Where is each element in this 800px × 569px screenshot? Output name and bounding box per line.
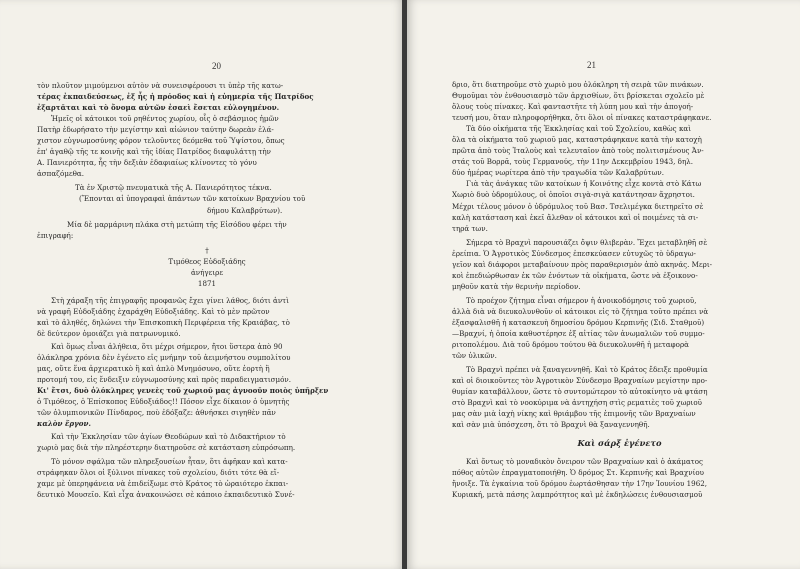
paragraph-mills [452,178,787,233]
paragraph-engraving-error [37,295,377,339]
inscription [37,245,377,289]
text-line: Στὴ χάραξη τῆς ἐπιγραφῆς προφανῶς ἔχει γίνει λάθος, διότι ἀντὶ [51,295,289,305]
text-line: τῶν ὀλυμπιονικῶν Πίνδαρος, ποὺ ἐδόξαζε: ἀθνήσκει σιγηθὲν πᾶν [37,408,276,418]
right-page [407,0,800,569]
text-line: Γιὰ τὰς ἀνάγκας τῶν κατοίκων ἡ Κοινότης εἶχε κοντὰ στὸ Κάτω [466,179,702,189]
text-line: Καὶ ὅμως εἶναι ἀλήθεια, ὅτι μέχρι σήμερον, ἤτοι ὕστερα ἀπὸ 90 [51,342,283,352]
paragraph-destruction [452,123,787,178]
text-line: στράφηκαν ὅλοι οἱ ξύλινοι πίνακες τοῦ σχολείου, διότι τότε θὰ εἴ- [37,467,280,477]
paragraph-today [452,237,787,292]
text-line: Τὸ μόνον σφάλμα τῶν πληρεξουσίων ἦταν, ὅτι ἀφῆκαν καὶ κατα- [51,456,288,466]
text-line: Τὸ Βραχνὶ πρέπει νὰ ξαναγεννηθῆ. Καὶ τὸ Κράτος ἔδειξε προθυμία [466,365,708,375]
paragraph-boards [452,79,787,123]
section-heading: Καὶ σάρξ ἐγένετο [577,438,662,449]
text-line: καὶ τὸ ἀληθές, δηλώνει τὴν Ἐπισκοπικὴ Περιφέρεια τῆς Κραιάβας, τὸ [37,317,290,327]
text-line: Τὰ δύο οἰκήματα τῆς Ἐκκλησίας καὶ τοῦ Σχολείου, καθὼς καὶ [466,124,692,134]
text-line: στὸ Βραχνὶ καὶ τὸ νοοκύριμα νὰ ἀντηχήση στὶς ρεματιὲς τοῦ χωριοῦ [452,398,702,408]
text-line: ἤνοιξε. Τὰ ἐγκαίνια τοῦ δρόμου ἑωρτάσθησαν τὴν 17ην Ἰουνίου 1962, [452,478,708,488]
paragraph-rebirth [452,364,787,430]
inscription-year: 1871 [197,278,217,288]
text-line: μας, οὔτε ἕνα ἀρχιερατικὸ ἢ καὶ ἁπλὸ Μνημόσυνο, οὔτε ἑορτὴ ἢ [37,364,270,374]
text-line: Καὶ ὄντως τὸ μοναδικὸν ὄνειρον τῶν Βραχναίων καὶ ὁ ἀκάματος [466,456,703,466]
text-line: προτομή του, εἰς ἔνδειξιν εὐγνωμοσύνης καὶ πρὸς παραδειγματισμόν. [37,375,292,385]
text-line: Κυριακή, μετὰ πάσης λαμπρότητος καὶ μὲ ἐκδηλώσεις ἐνθουσιασμοῦ [452,489,703,499]
text-line: ἀσπαζόμεθα. [37,169,85,179]
text-line: καλὸν ἔργον. [37,419,91,429]
text-line: Α. Πανιερότητα, ἧς τὴν δεξιὰν ἐδαφιαίως κλίνοντες τὸ γόνυ [37,158,257,168]
text-line: ριτοπολέμου. Διὰ τοῦ δρόμου τούτου θὰ διευκολυνθῆ ἡ μεταφορὰ [452,340,689,350]
paragraph-intro [37,80,377,113]
text-line: ἀλλὰ διὰ νὰ διευκολυνθοῦν οἱ κάτοικοι εἰς τὸ ζήτημα τοῦτο πρέπει νὰ [452,306,709,316]
text-line: ἐπιγραφή: [37,230,74,240]
page-number-right: 21 [587,60,596,70]
text-line: Ἡμεῖς οἱ κάτοικοι τοῦ ρηθέντος χωρίου, οἷς ὁ σεβάσμιος ἡμῶν [51,114,279,124]
text-line: γεῖον καὶ διάφοροι μεταβαίνουν πρὸς παραθερισμὸν ἀπὸ ακηνάς. Μερι- [452,259,713,269]
text-line: χιστον εὐγνωμοσύνης φόρον τελοῦντες δεόμεθα τοῦ Ὑψίστου, ὅπως [37,136,285,146]
text-line: Σήμερα τὸ Βραχνὶ παρουσιάζει ὄψιν θλιβερὰν. Ἔχει μεταβληθῆ σὲ [466,237,708,247]
text-line: θυμίαν καταβάλλουν, ὥστε τὸ συντομώτερον τὸ αὐτοκίνητο νὰ φτάση [452,387,708,397]
text-line: —Βραχνί, ἡ ὁποία καθυστέρησε ἐξ αἰτίας τῶν ἀνωμαλιῶν τοῦ συμμο- [452,329,705,339]
text-line: ὁ Τιμόθεος, ὁ Ἐπίσκοπος Εὐδοξιάδος!! Πόσον εἶχε δίκαιον ὁ ὑμνητὴς [37,397,290,407]
text-line: δευτικὸ Μουσεῖο. Καὶ εἶχα ἀνακοινώσει σὲ κάποιο ἐκπαιδευτικὸ Συνέ- [37,489,295,499]
text-line: Μία δὲ μαρμάρινη πλάκα στὴ μετώπη τῆς Εἰσόδου φέρει τὴν [67,219,287,229]
text-line: μηθοῦν κατὰ τὴν θερινὴν περίοδον. [452,281,581,291]
text-line: Θυμοῦμαι τὸν ἐνθουσιασμὸ τῶν ἀρχισθίων, ὅτι βρίσκεται σχολεῖο μὲ [452,91,705,101]
paragraph-plaque [37,219,377,241]
text-line: χωριὸ μας διὰ τὴν πληρέστερην διατηροῦσε σὲ κατάσταση εὐπρόσωπη. [37,443,296,453]
text-line: Χωριὸ δυὸ ὑδρομύλους, οἱ ὁποῖοι σιγὰ-σιγὰ κατάντησαν ἄχρηστοι. [452,190,695,200]
text-line: ὅλα τὰ οἰκήματα τοῦ χωριοῦ μας, καταστράφηκανε κατὰ τὴν κατοχὴ [452,135,702,145]
greeting [37,182,377,193]
text-line: πρῶτα ἀπὸ τοὺς Ἰταλοὺς καὶ τελευταῖον ἀπὸ τοὺς πολιτισμένους Ἀν- [452,146,704,156]
text-line: τέρας ἐκπαιδεύσεως, ἐξ ἧς ἡ πρόοδος καὶ ἡ εὐημερία τῆς Πατρίδος [37,92,314,102]
text-line: καὶ οἱ διοικοῦντες τὸν Ἀγροτικὸν Σύνδεσμο Βραχναίων μεγίστην προ- [452,376,708,386]
inscription-name: Τιμόθεος Εὐδοξιάδης [168,256,246,266]
paragraph-inauguration [452,456,787,500]
text-line: ἐξασφαλισθῆ ἡ κατασκευὴ δημοσίου δρόμου Κερπινῆς (Σιδ. Σταθμοῦ) [452,317,705,327]
text-line: ἐξαρτᾶται καὶ τὸ ὄνομα αὐτῶν ἐσαεὶ ἔσεται εὐλογημένον. [37,103,280,113]
text-line: τῶν ὑλικῶν. [452,351,497,361]
text-line: ἐπ' ἀγαθῷ τῆς τε κοινῆς καὶ τῆς ἰδίας Πατρίδος διαφυλάττῃ τὴν [37,147,271,157]
text-line: πόθος αὐτῶν ἐπραγματοποιήθη. Ὁ δρόμος Στ. Κερπινῆς καὶ Βραχνίου [452,467,705,477]
text-line: δύο ἡμέρας νωρίτερα ἀπὸ τὴν τραγωδία τῶν Καλαβρύτων. [452,168,664,178]
text-line: Μέχρι τέλους μόνον ὁ ὑδρόμυλος τοῦ Βασ. Τσελιμέγκα διετηρεῖτο σὲ [452,201,704,211]
text-line: στάς τοῦ Βορρᾶ, τοὺς Γερμανούς, τὴν 11ην Δεκεμβρίου 1943, δηλ. [452,157,694,167]
text-line: νὰ γραφῆ Εὐδοξιάδης ἐχαράχθη Εὐδοξιάδης. Καὶ τὸ μὲν πρῶτον [37,306,270,316]
text-line: δριο, ὅτι διατηροῦμε στὸ χωριὸ μου ὁλόκληρη τὴ σειρὰ τῶν πινάκων. [452,80,704,89]
text-line: ὅλους τοὺς πίνακες. Καὶ φανταστῆτε τὴ λύπη μου καὶ τὴν ἀπογοή- [452,102,694,112]
text-line: κοὶ ἐπεδιώρθωσαν ἐκ τῶν ἐνόντων τὰ οἰκήματα, ὥστε νὰ ἐξοικονο- [452,270,698,280]
signatures-note [37,193,377,215]
text-line: καλὴ κατάσταση καὶ ἐκεῖ ἄλεθαν οἱ κάτοικοι καὶ οἱ ποιμένες τὰ σι- [452,212,699,222]
inscription-verb: ἀνήγειρε [190,267,224,277]
right-page-body [452,79,787,500]
text-line: μας σὰν μιὰ ἰαχὴ νίκης καὶ θριάμβου τῆς ἐπιμονῆς τῶν Βραχναίων [452,409,696,419]
text-line: Πατὴρ ἐδωρήσατο τὴν μεγίστην καὶ αἰώνιον ταύτην δωρεὰν ἐλά- [37,125,274,135]
text-line: δήμου Καλαβρύτων). [207,205,283,215]
text-line: τευσή μου, ὅταν πληροφορήθηκα, ὅτι ὅλοι οἱ πίνακες καταστράφηκανε. [452,113,712,123]
text-line: Καὶ τὴν Ἐκκλησίαν τῶν ἁγίων Θεοδώρων καὶ τὸ Διδακτήριον τὸ [51,432,286,442]
left-page-body [37,80,377,500]
paragraph-mistake [37,456,377,500]
paragraph-thanks [37,113,377,179]
text-line: χαμε μὲ ὑπερηφάνεια νὰ ἐπιδείξωμε στὸ Κράτος τὸ ὡραιότερο ἐκπαι- [37,478,289,488]
text-line: ἐρείπια. Ὁ Ἀγροτικὸς Σύνδεσμος ἐπεσκεύασεν εὐτυχῶς τὸ ὑδραγω- [452,248,696,258]
paragraph-church [37,431,377,453]
text-line: ὁλάκληρα χρόνια δὲν ἐγένετο εἰς μνήμην τοῦ ἀειμνήστου συμπολίτου [37,353,291,363]
paragraph-road [452,295,787,361]
text-line: (Ἕπονται αἱ ὑπογραφαὶ ἁπάντων τῶν κατοίκων Βραχνίου τοῦ [79,194,306,204]
page-number-left: 20 [212,61,221,71]
paragraph-memory [37,341,377,429]
text-line: καὶ σὰν μιὰ ὑπόσχεση, ὅτι τὸ Βραχνὶ θὰ ξαναγεννηθῆ. [452,420,650,430]
text-line: Τὸ προέχον ζήτημα εἶναι σήμερον ἡ ἀνοικοδόμησις τοῦ χωριοῦ, [466,295,697,305]
text-line: Τὰ ἐν Χριστῷ πνευματικὰ τῆς Α. Πανιερότητος τέκνα. [75,183,272,193]
text-line: τὸν πλοῦτον μιμούμενοι αὐτὸν νὰ συνεισφέρουσι τι ὑπὲρ τῆς κατω- [37,81,284,90]
cross-symbol: † [205,245,209,255]
text-line: Κι' ἔτσι, δυὸ ὁλόκληρες γενεὲς τοῦ χωριοῦ μας ἀγνοοῦν ποιὸς ὑπῆρξεν [37,386,329,396]
text-line: δὲ δεύτερον ὁμοιάζει γιὰ πατρωνυμικό. [37,328,181,338]
text-line: τηρά των. [452,223,488,233]
